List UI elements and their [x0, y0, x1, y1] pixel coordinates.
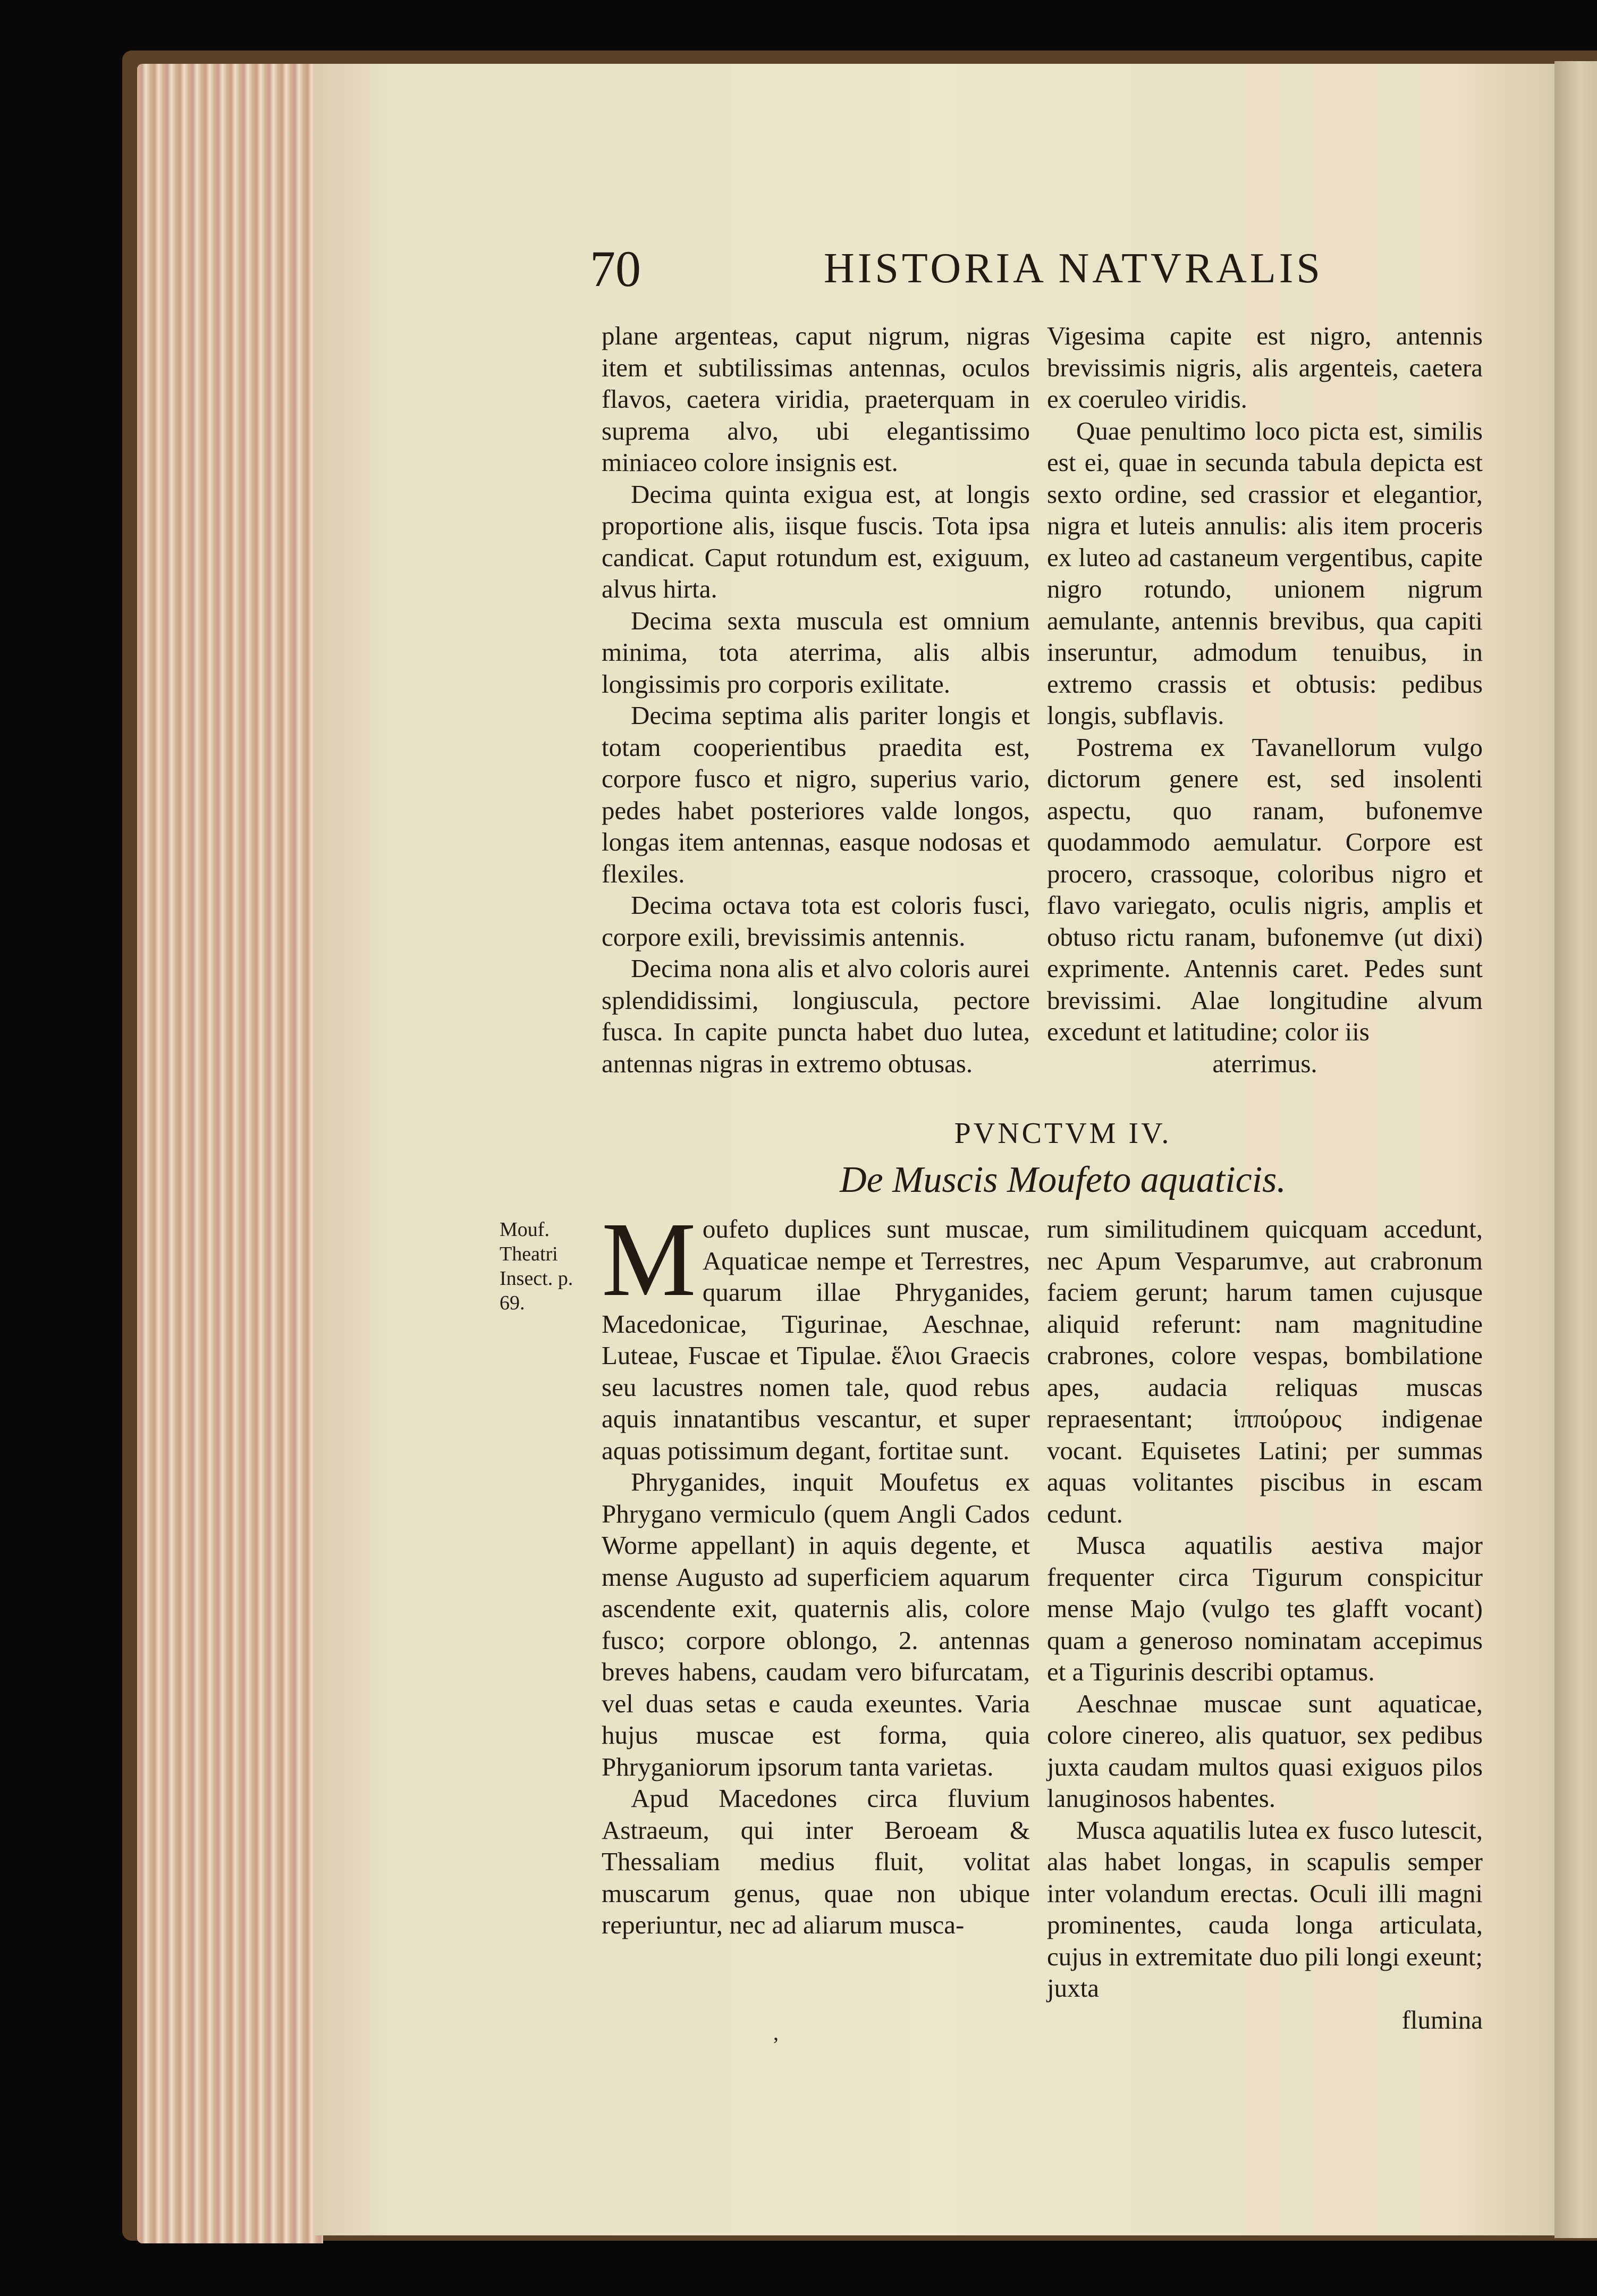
section-title: PVNCTVM IV. — [954, 1117, 1172, 1150]
paragraph: Decima octava tota est coloris fusci, corpore exili, brevissimis antennis. — [602, 890, 1030, 952]
margin-note: Mouf. Theatri Insect. p. 69. — [500, 1218, 573, 1314]
paragraph: Phryganides, inquit Moufetus ex Phrygano vermiculo (quem Angli Cados Worme appellant) in aquis degente, et mense Augusto ad superficiem aquarum ascendente exit, quaternis alis, colore fusco; corpore oblongo, 2. antennas breves habens, caudam vero bifurcatam, vel duas setas e cauda exeuntes. Varia hujus muscae est forma, quia Phryganiorum ipsorum tanta varietas. — [602, 1467, 1030, 1781]
paragraph: plane argenteas, caput nigrum, nigras item et subtilissimas antennas, oculos flavos, caetera viridia, praeterquam in suprema alvo, ubi elegantissimo miniaceo colore insignis est. — [602, 321, 1030, 477]
left-column-top — [602, 320, 1030, 1079]
facing-page-edge — [1554, 61, 1597, 2238]
paragraph: Postrema ex Tavanellorum vulgo dictorum genere est, sed insolenti aspectu, quo ranam, bufonemve quodammodo aemulatur. Corpore est procero, crassoque, coloribus nigro et flavo variegato, oculis nigris, amplis et obtuso rictu ranam, bufonemve (ut dixi) exprimente. Antennis caret. Pedes sunt brevissimi. Alae longitudine alvum excedunt et latitudine; color iis — [1047, 732, 1483, 1046]
paragraph: Quae penultimo loco picta est, similis est ei, quae in secunda tabula depicta est sexto ordine, sed crassior et elegantior, nigra et luteis annulis: alis item proceris ex luteo ad castaneum vergentibus, capite nigro rotundo, unionem nigrum aemulante, antennis brevibus, qua capiti inseruntur, admodum tenuibus, in extremo crassis et obtusis: pedibus longis, subflavis. — [1047, 416, 1483, 730]
paragraph: Musca aquatilis lutea ex fusco lutescit, alas habet longas, in scapulis semper inter volandum erectas. Oculi illi magni prominentes, cauda longa articulata, cujus in extremitate duo pili longi exeunt; juxta — [1047, 1815, 1483, 2003]
right-column-bottom — [1047, 1213, 1483, 2036]
paragraph: Apud Macedones circa fluvium Astraeum, qui inter Beroeam & Thessaliam medius fluit, volitat muscarum genus, quae non ubique reperiuntur, nec ad aliarum musca- — [602, 1784, 1030, 1939]
paragraph: rum similitudinem quicquam accedunt, nec Apum Vesparumve, aut crabronum faciem gerunt; harum tamen cujusque aliquid referunt: nam magnitudine crabrones, colore vespas, bombilatione apes, audacia reliquas muscas repraesentant; ἱππούρους indigenae vocant. Equisetes Latini; per summas aquas volitantes piscibus in escam cedunt. — [1047, 1214, 1483, 1528]
paragraph: Decima septima alis pariter longis et totam cooperientibus praedita est, corpore fusco et nigro, superius vario, pedes habet posteriores valde longos, longas item antennas, easque nodosas et flexiles. — [602, 701, 1030, 888]
paragraph: Vigesima capite est nigro, antennis brevissimis nigris, alis argenteis, caetera ex coeruleo viridis. — [1047, 321, 1483, 414]
right-column-top — [1047, 320, 1483, 1079]
running-title: HISTORIA NATVRALIS — [824, 245, 1323, 292]
paragraph: Decima nona alis et alvo coloris aurei splendidissimi, longiuscula, pectore fusca. In capite puncta habet duo lutea, antennas nigras in extremo obtusas. — [602, 954, 1030, 1078]
paragraph — [602, 1201, 1030, 1466]
catchword: flumina — [1401, 2005, 1483, 2034]
page-edges — [137, 64, 323, 2243]
paragraph: Musca aquatilis aestiva major frequenter circa Tigurum conspicitur mense Majo (vulgo tes glafft vocant) quam a generoso nominatam accepimus et a Tigurinis describi optamus. — [1047, 1530, 1483, 1686]
paragraph-end: aterrimus. — [1212, 1048, 1317, 1078]
left-column-bottom — [602, 1201, 1030, 1941]
section-subtitle: De Muscis Moufeto aquaticis. — [840, 1159, 1286, 1200]
paragraph-text: oufeto duplices sunt muscae, Aquaticae nempe et Terrestres, quarum illae Phryganides, Macedonicae, Tigurinae, Aeschnae, Luteae, Fuscae et Tipulae. ἕλιοι Graecis seu lacustres nomen tale, quod rebus aquis innatantibus vescantur, et super aquas potissimum degant, fortitae sunt. — [602, 1214, 1030, 1465]
paragraph: Decima sexta muscula est omnium minima, tota aterrima, alis albis longissimis pro corporis exilitate. — [602, 605, 1030, 699]
ink-mark: , — [773, 2021, 779, 2045]
drop-cap: M — [602, 1201, 696, 1318]
page-number: 70 — [590, 240, 641, 297]
paragraph: Decima quinta exigua est, at longis proportione alis, iisque fuscis. Tota ipsa candicat. Caput rotundum est, exiguum, alvus hirta. — [602, 479, 1030, 603]
paragraph: Aeschnae muscae sunt aquaticae, colore cinereo, alis quatuor, sex pedibus juxta caudam multos quasi exiguos pilos lanuginosos habentes. — [1047, 1688, 1483, 1813]
